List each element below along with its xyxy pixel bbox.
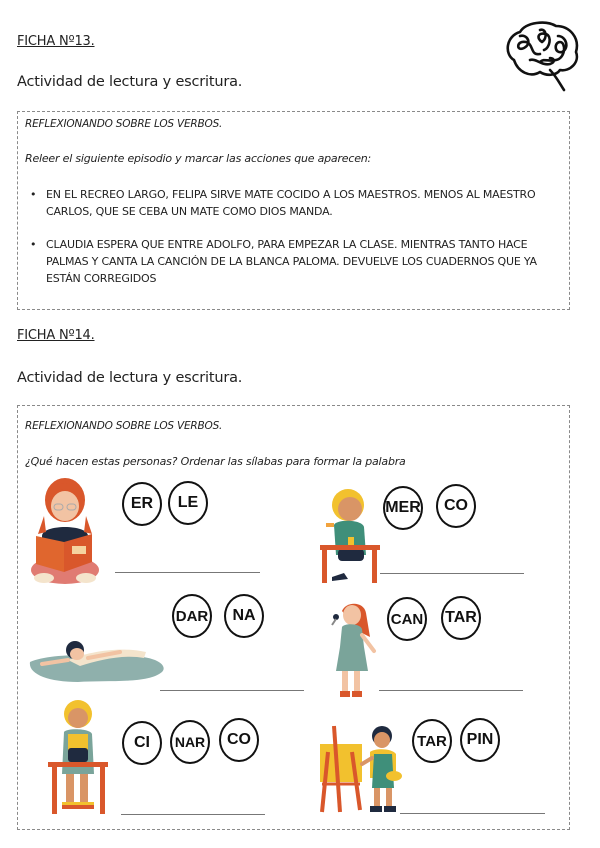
ficha-13-box	[17, 111, 570, 310]
syllable-bubble: ER	[122, 482, 162, 526]
syllable-bubble: NAR	[170, 720, 210, 764]
syllable-bubble: CO	[436, 484, 476, 528]
answer-line[interactable]	[400, 813, 545, 814]
answer-line[interactable]	[160, 690, 304, 691]
bullet-item: • EN EL RECREO LARGO, FELIPA SIRVE MATE COCIDO A LOS MAESTROS. MENOS AL MAESTRO CARLOS, QUE SE CEBA UN MATE COMO DIOS MANDA.	[18, 186, 538, 220]
girl-singing-illustration	[328, 601, 382, 699]
ficha-14-activity: Actividad de lectura y escritura.	[17, 370, 243, 386]
answer-line[interactable]	[121, 814, 265, 815]
ficha-13-box-heading: REFLEXIONANDO SOBRE LOS VERBOS.	[25, 118, 223, 130]
answer-line[interactable]	[380, 573, 524, 574]
syllable-bubble: MER	[383, 486, 423, 530]
ficha-14-instruction: ¿Qué hacen estas personas? Ordenar las sílabas para formar la palabra	[25, 455, 406, 468]
syllable-bubble: DAR	[172, 594, 212, 638]
answer-line[interactable]	[379, 690, 523, 691]
girl-reading-illustration	[28, 476, 102, 588]
bullet-item: • CLAUDIA ESPERA QUE ENTRE ADOLFO, PARA EMPEZAR LA CLASE. MIENTRAS TANTO HACE PALMAS Y CANTA LA CANCIÓN DE LA BLANCA PALOMA. DEVUELVE LOS CUADERNOS QUE YA ESTÁN CORREGIDOS	[18, 236, 538, 287]
syllable-bubble: TAR	[441, 596, 481, 640]
syllable-bubble: CAN	[387, 597, 427, 641]
ficha-14-box-heading: REFLEXIONANDO SOBRE LOS VERBOS.	[25, 420, 223, 432]
boy-eating-illustration	[318, 485, 382, 585]
syllable-bubble: LE	[168, 481, 208, 525]
boy-swimming-illustration	[28, 636, 168, 686]
girl-cooking-illustration	[44, 698, 112, 816]
syllable-bubble: PIN	[460, 718, 500, 762]
brain-icon	[500, 14, 584, 96]
syllable-bubble: CI	[122, 721, 162, 765]
ficha-13-instruction: Releer el siguiente episodio y marcar las acciones que aparecen:	[25, 152, 372, 165]
syllable-bubble: TAR	[412, 719, 452, 763]
ficha-13-activity: Actividad de lectura y escritura.	[17, 74, 243, 90]
boy-painting-illustration	[318, 722, 404, 814]
ficha-13-bullet-list	[18, 186, 538, 287]
syllable-bubble: NA	[224, 594, 264, 638]
answer-line[interactable]	[115, 572, 260, 573]
syllable-bubble: CO	[219, 718, 259, 762]
ficha-13-title: FICHA Nº13.	[17, 34, 95, 49]
ficha-14-title: FICHA Nº14.	[17, 328, 95, 343]
